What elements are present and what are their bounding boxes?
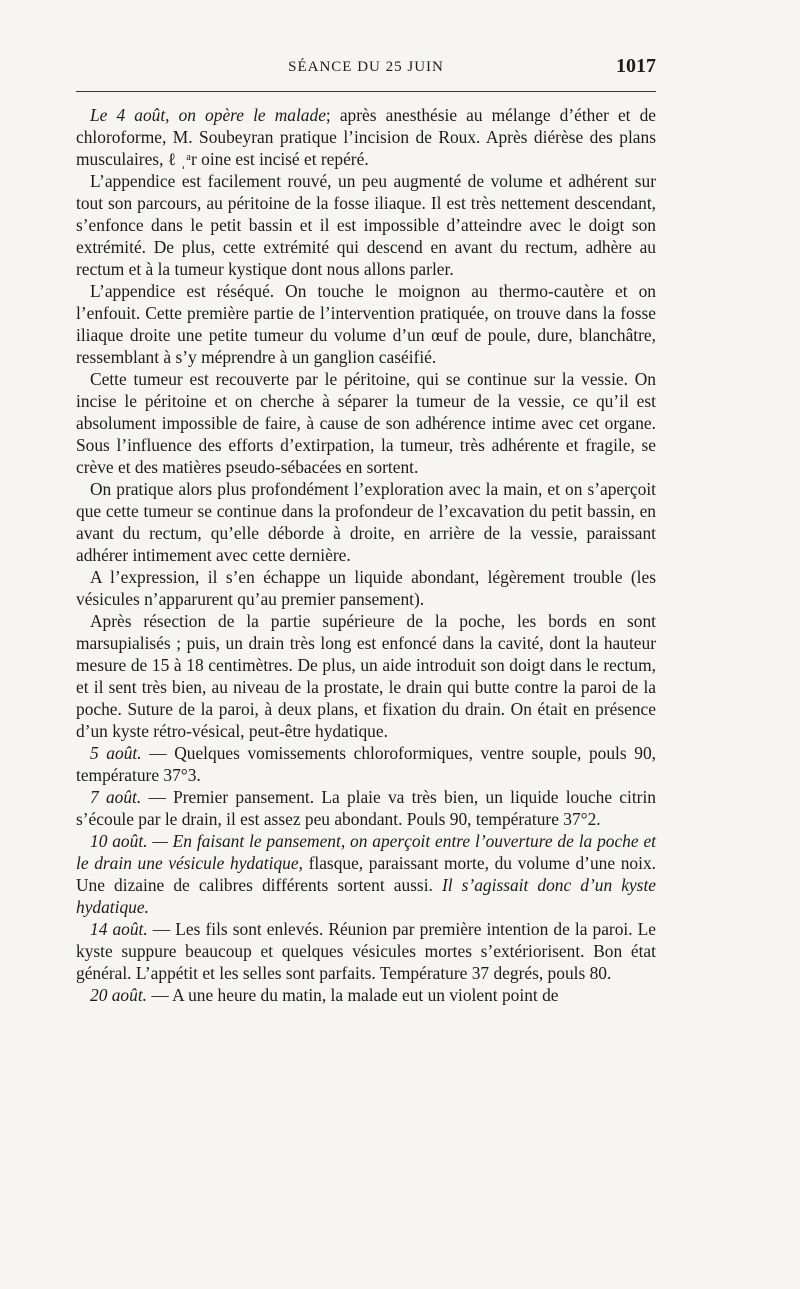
- paragraph-text: Après résection de la partie supérieure de la poche, les bords en sont marsupialisés ; puis, un drain très long est enfoncé dans la cavité, dont la hauteur mesure de 15 à 18 centimètres. De plus, un aide introduit son doigt dans le rectum, et il sent très bien, au niveau de la prostate, le drain qui butte contre la paroi de la poche. Suture de la paroi, à deux plans, et fixation du drain. On était en présence d’un kyste rétro-vésical, peut-être hydatique.: [76, 611, 656, 741]
- paragraph-text: L’appendice est réséqué. On touche le moignon au thermo-cautère et on l’enfouit. Cette première partie de l’intervention pratiquée, on trouve dans la fosse iliaque droite une petite tumeur du volume d’un œuf de poule, dure, blanchâtre, ressemblant à s’y méprendre à un ganglion caséifié.: [76, 281, 656, 367]
- paragraph: [76, 610, 656, 742]
- paragraph: [76, 830, 656, 918]
- paragraph: [76, 170, 656, 280]
- paragraph-text: A l’expression, il s’en échappe un liquide abondant, légèrement trouble (les vésicules n’apparurent qu’au premier pansement).: [76, 567, 656, 609]
- paragraph-lead: Le 4 août, on opère le malade: [90, 105, 326, 125]
- paragraph-text: L’appendice est facilement rouvé, un peu augmenté de volume et adhérent sur tout son parcours, au péritoine de la fosse iliaque. Il est très nettement descendant, s’enfonce dans le petit bassin et il est impossible d’atteindre avec le doigt son extrémité. De plus, cette extrémité qui descend en avant du rectum, adhère au rectum et à la tumeur kystique dont nous allons parler.: [76, 171, 656, 279]
- paragraph-tail: Il s’agissait donc d’un kyste hydatique.: [76, 875, 656, 917]
- paragraph-text: On pratique alors plus profondément l’exploration avec la main, et on s’aperçoit que cette tumeur se continue dans la profondeur de l’excavation du petit bassin, en avant du rectum, qu’elle déborde à droite, en arrière de la vessie, paraissant adhérer intimement avec cette dernière.: [76, 479, 656, 565]
- paragraph: [76, 280, 656, 368]
- paragraph-date: 14 août.: [90, 919, 148, 939]
- paragraph: [76, 104, 656, 170]
- header-rule: [76, 91, 656, 92]
- page-number: 1017: [616, 55, 656, 77]
- paragraph: [76, 918, 656, 984]
- paragraph: [76, 368, 656, 478]
- paragraph-text: — Premier pansement. La plaie va très bien, un liquide louche citrin s’écoule par le drain, il est assez peu abondant. Pouls 90, température 37°2.: [76, 787, 657, 829]
- paragraph-text: flasque, paraissant morte, du volume d’une noix. Une dizaine de calibres différents sortent aussi.: [76, 853, 656, 895]
- paragraph: [76, 478, 656, 566]
- paragraph: [76, 984, 656, 1006]
- page-header: [76, 55, 656, 85]
- paragraph-date: 5 août.: [90, 743, 142, 763]
- paragraph: [76, 786, 656, 830]
- paragraph-text: — Quelques vomissements chloroformiques, ventre souple, pouls 90, température 37°3.: [76, 743, 656, 785]
- paragraph: [76, 742, 656, 786]
- body-text: [76, 104, 656, 1006]
- paragraph-text: Cette tumeur est recouverte par le péritoine, qui se continue sur la vessie. On incise le péritoine et on cherche à séparer la tumeur de la vessie, ce qu’il est absolument impossible de faire, à cause de son adhérence intime avec cet organe. Sous l’influence des efforts d’extirpation, la tumeur, très adhérente et fragile, se crève et des matières pseudo-sébacées en sortent.: [76, 369, 656, 477]
- paragraph-text: ; après anesthésie au mélange d’éther et de chloroforme, M. Soubeyran pratique l’incision de Roux. Après diérèse des plans musculaires, ℓ ˌᵃr oine est incisé et repéré.: [76, 105, 656, 169]
- paragraph-date: 20 août.: [90, 985, 148, 1005]
- paragraph-date: 7 août.: [90, 787, 142, 807]
- paragraph: [76, 566, 656, 610]
- running-title: SÉANCE DU 25 JUIN: [288, 59, 444, 75]
- paragraph-text: — A une heure du matin, la malade eut un violent point de: [147, 985, 559, 1005]
- paragraph-date: 10 août. — En faisant le pansement, on aperçoit entre l’ouverture de la poche et le drain une vésicule hydatique,: [76, 831, 656, 873]
- paragraph-text: — Les fils sont enlevés. Réunion par première intention de la paroi. Le kyste suppure beaucoup et quelques vésicules mortes s’extériorisent. Bon état général. L’appétit et les selles sont parfaits. Température 37 degrés, pouls 80.: [76, 919, 656, 983]
